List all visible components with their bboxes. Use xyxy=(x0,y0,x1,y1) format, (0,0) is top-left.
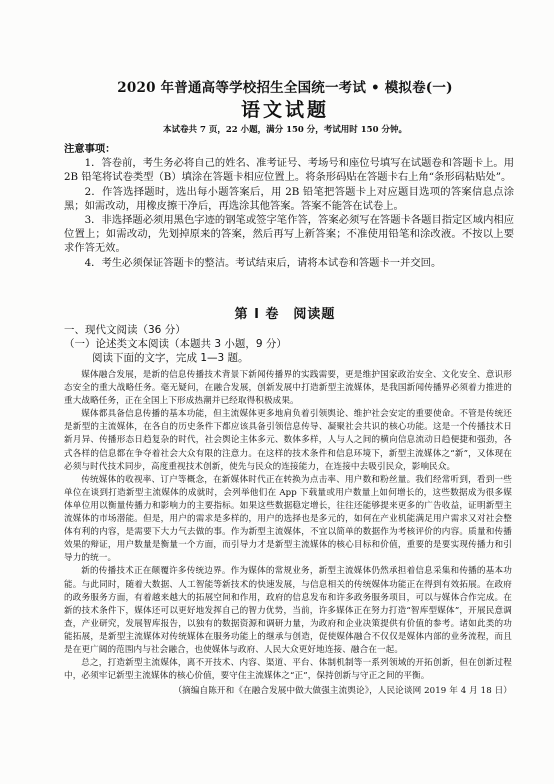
question-prompt: 阅读下面的文字，完成 1—3 题。 xyxy=(92,352,249,364)
article-paragraph: 传统媒体的收视率、订户等概念，在新媒体时代正在转换为点击率、用户数和粉丝量。我们经常听到，看到一些单位在谈到打造新型主流媒体的成就时，会列举他们在 App 下载量或用户数量上如何增长的，这些数据成为很多媒体单位用以衡量传播力和影响力的主要指标。如果这些数据稳定增长，往往还能够提来更多的广告收益，证明新型主流媒体的市场潜能。但是，用户的需求是多样的，用户的选择也是多元的，如何在产业机能满足用户需求又对社会整体有利的内容，是需要下大力气去做的事。作为新型主流媒体，不宜以简单的数据作为考核评价的内容。质量和传播效果的辩证，用户数量是衡量一个方面，而引导力才是新型主流媒体的核心目标和价值，重要的是要实现传播力和引导力的统一。 xyxy=(64,474,512,564)
article-paragraph: 总之，打造新型主流媒体，离不开技术、内容、渠道、平台、体制机制等一系列领域的开拓创新，但在创新过程中，必须牢记新型主流媒体的核心价值，要守住主流媒体之“正”，保持创新与守正之间的平衡。 xyxy=(64,658,512,682)
article xyxy=(64,369,512,698)
article-paragraph: 新的传播技术正在颠覆许多传统边界。作为媒体的常规业务，新型主流媒体仍然承担着信息采集和传播的基本功能。与此同时，随着大数据、人工智能等新技术的快速发展，与信息相关的传统媒体功能正在得到有效拓展。在政府的政务服务方面，有着越来越大的拓展空间和作用，政府的信息发布和许多政务服务项目，可以与媒体合作完成。在新的技术条件下，媒体还可以更好地发挥自己的智力优势，当前，许多媒体正在努力打造“智库型媒体”，开展民意调查，产业研究，发展智库报告，以独有的数据资源和调研力量，为政府和企业决策提供有价值的参考。诸如此类的功能拓展，是新型主流媒体对传统媒体在服务功能上的继承与创造，促使媒体融合不仅仅是媒体内部的业务流程，而且是在更广阔的范围内与社会融合，也使媒体与政府、人民大众更好地连接、融合在一起。 xyxy=(64,566,512,655)
section-heading: 一、现代文阅读（36 分） xyxy=(64,324,186,336)
instructions-heading: 注意事项： xyxy=(64,143,116,155)
instruction-item: 4．考生必须保证答题卡的整洁。考试结束后，请将本试卷和答题卡一并交回。 xyxy=(84,256,442,269)
instruction-item: 1．答卷前，考生务必将自己的姓名、准考证号、考场号和座位号填写在试题卷和答题卡上。用 2B 铅笔将试卷类型（B）填涂在答题卡相应位置上。将条形码贴在答题卡右上角“条形码粘贴处”。 xyxy=(64,157,514,184)
part-title: 第 I 卷 阅读题 xyxy=(234,307,336,322)
article-source: （摘编自陈开和《在融合发展中做大做强主流舆论》，人民论谈网 2019 年 4 月 18 日） xyxy=(173,686,512,697)
instruction-item: 3．非选择题必须用黑色字迹的钢笔或签字笔作答，答案必须写在答题卡各题目指定区域内相应位置上；如需改动，先划掉原来的答案，然后再写上新答案；不准使用铅笔和涂改液。不按以上要求作答无效。 xyxy=(64,214,514,255)
subsection-heading: （一）论述类文本阅读（本题共 3 小题，9 分） xyxy=(64,338,287,350)
instructions xyxy=(64,142,514,270)
article-paragraph: 媒体融合发展，是新的信息传播技术背景下新闻传播界的实践需要，更是维护国家政治安全、文化安全、意识形态安全的重大战略任务。毫无疑问，在融合发展，创新发展中打造新型主流媒体，是我国新闻传播界必须着力推进的重大战略任务，正在全国上下形成热潮并已经取得积极成果。 xyxy=(64,370,512,407)
article-paragraph: 媒体都具备信息传播的基本功能，但主流媒体更多地肩负着引领舆论、维护社会安定的重要使命。不管是传统还是新型的主流媒体，在各自的历史条件下都应该具备引领信息传导、凝聚社会共识的核心功能。这是一个传播技术日新月异、传播形态日趋复杂的时代，社会舆论主体多元、数体多样，人与人之间的横向信息流动日趋便捷和强劲，各式各样的信息都在争夺着社会大众有限的注意力。在这样的技术条件和信息环境下，新型主流媒体之“新”，又体现在必须与时代技术同步，高度重视技术创新，使先与民众的连接能力，在连接中去吸引民众，影响民众。 xyxy=(64,409,512,472)
subject-title: 语文试题 xyxy=(240,99,329,121)
exam-note: 本试卷共 7 页，22 小题，满分 150 分，考试用时 150 分钟。 xyxy=(163,125,407,135)
exam-title: 2020 年普通高等学校招生全国统一考试 • 模拟卷(一) xyxy=(117,80,453,96)
instruction-item: 2．作答选择题时，选出每小题答案后，用 2B 铅笔把答题卡上对应题目选项的答案信息点涂黑；如需改动，用橡皮擦干净后，再选涂其他答案。答案不能答在试卷上。 xyxy=(64,185,514,212)
